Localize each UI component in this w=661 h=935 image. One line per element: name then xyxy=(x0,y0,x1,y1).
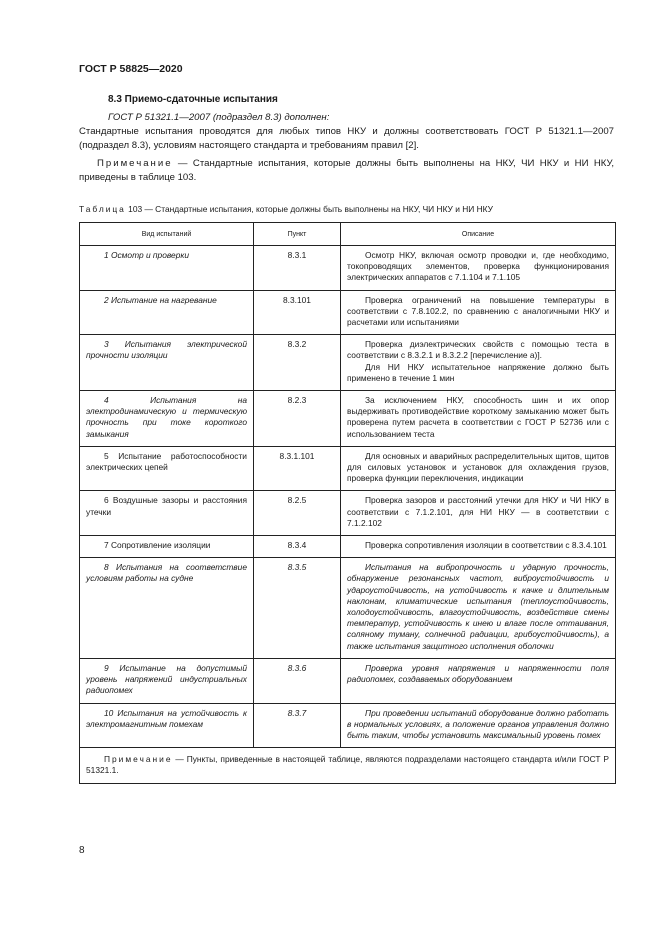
document-header: ГОСТ Р 58825—2020 xyxy=(79,63,183,75)
test-clause: 8.3.2 xyxy=(254,335,341,391)
test-clause: 8.3.4 xyxy=(254,536,341,558)
table-caption xyxy=(79,204,493,214)
table-note-row xyxy=(80,748,616,783)
test-name: 1 Осмотр и проверки xyxy=(80,246,254,291)
test-description: Испытания на вибропрочность и ударную прочность, обнаружение резонансных частот, виброустойчивость и удароустойчивость, на устойчивость к качке и длительным наклонам, климатические испытания (теплоустойчивость, холодоустойчивость, влагоустойчивость, воздействие смены температур, устойчивость к инею и влаге после оттаивания, соляному туману, солнечной радиации, грибоустойчивость), а также испытания защитного исполнения оболочки xyxy=(341,558,616,659)
test-name: 8 Испытания на соответствие условиям работы на судне xyxy=(80,558,254,659)
test-description: Проверка сопротивления изоляции в соответствии с 8.3.4.101 xyxy=(341,536,616,558)
test-name: 9 Испытание на допустимый уровень напряжений индустриальных радиопомех xyxy=(80,658,254,703)
test-clause: 8.3.1 xyxy=(254,246,341,291)
col-header-description: Описание xyxy=(341,223,616,246)
test-description: Проверка зазоров и расстояний утечки для НКУ и ЧИ НКУ в соответствии с 7.1.2.101, для НИ НКУ — в соответствии с 7.1.2.102 xyxy=(341,491,616,536)
test-description: Осмотр НКУ, включая осмотр проводки и, где необходимо, токопроводящих элементов, проверка функционирования электрических аппаратов с 7.1.104 и 7.1.105 xyxy=(341,246,616,291)
table-row xyxy=(80,658,616,703)
test-clause: 8.3.5 xyxy=(254,558,341,659)
test-description: При проведении испытаний оборудование должно работать в нормальных условиях, а положение органов управления должно быть таким, чтобы установить максимальный уровень помех xyxy=(341,703,616,748)
test-clause: 8.3.101 xyxy=(254,290,341,335)
test-name: 10 Испытания на устойчивость к электромагнитным помехам xyxy=(80,703,254,748)
table-row xyxy=(80,290,616,335)
table-row xyxy=(80,536,616,558)
section-title: 8.3 Приемо-сдаточные испытания xyxy=(108,94,278,105)
table-row xyxy=(80,246,616,291)
test-clause: 8.3.1.101 xyxy=(254,446,341,491)
note-label: Примечание xyxy=(97,158,173,169)
table-note-label: Примечание xyxy=(104,754,173,765)
test-name: 4 Испытания на электродинамическую и термическую прочность при токе короткого замыкания xyxy=(80,391,254,447)
paragraph-standard-tests: Стандартные испытания проводятся для любых типов НКУ и должны соответствовать ГОСТ Р 51321.1—2007 (подраздел 8.3), условиям настоящего стандарта и требованиям правил [2]. xyxy=(79,126,614,151)
table-header-row xyxy=(80,223,616,246)
table-note-text: — Пункты, приведенные в настоящей таблице, являются подразделами настоящего стандарта и/или ГОСТ Р 51321.1. xyxy=(86,754,609,776)
test-name: 3 Испытания электрической прочности изоляции xyxy=(80,335,254,391)
tests-table xyxy=(79,222,616,784)
note-text: — Стандартные испытания, которые должны быть выполнены на НКУ, ЧИ НКУ и НИ НКУ, приведены в таблице 103. xyxy=(79,158,614,183)
test-clause: 8.2.5 xyxy=(254,491,341,536)
table-row xyxy=(80,446,616,491)
table-row xyxy=(80,491,616,536)
page-number: 8 xyxy=(79,845,85,856)
table-row xyxy=(80,703,616,748)
col-header-clause: Пункт xyxy=(254,223,341,246)
caption-text: 103 — Стандартные испытания, которые должны быть выполнены на НКУ, ЧИ НКУ и НИ НКУ xyxy=(125,204,493,214)
caption-label: Таблица xyxy=(79,204,126,214)
col-header-test-type: Вид испытаний xyxy=(80,223,254,246)
test-description: Проверка диэлектрических свойств с помощью теста в соответствии с 8.3.2.1 и 8.3.2.2 [перечисление а)]. Для НИ НКУ испытательное напряжение должно быть применено в течение 1 мин xyxy=(341,335,616,391)
test-clause: 8.3.6 xyxy=(254,658,341,703)
table-row xyxy=(80,558,616,659)
test-description: Для основных и аварийных распределительных щитов, щитов для силовых установок и установок для охлаждения грузов, проверка функции переключения, индикации xyxy=(341,446,616,491)
test-description: Проверка ограничений на повышение температуры в соответствии с 7.8.102.2, по сравнению с аналогичными НКУ и расчетами или испытаниями xyxy=(341,290,616,335)
table-note xyxy=(80,748,616,783)
test-clause: 8.3.7 xyxy=(254,703,341,748)
test-name: 2 Испытание на нагревание xyxy=(80,290,254,335)
test-name: 5 Испытание работоспособности электрических цепей xyxy=(80,446,254,491)
test-description: За исключением НКУ, способность шин и их опор выдерживать противодействие короткому замыканию может быть проверена путем расчета в соответствии с ГОСТ Р 52736 или с использованием теста xyxy=(341,391,616,447)
table-row xyxy=(80,335,616,391)
test-name: 7 Сопротивление изоляции xyxy=(80,536,254,558)
test-name: 6 Воздушные зазоры и расстояния утечки xyxy=(80,491,254,536)
paragraph-amended: ГОСТ Р 51321.1—2007 (подраздел 8.3) дополнен: xyxy=(108,112,330,123)
test-clause: 8.2.3 xyxy=(254,391,341,447)
test-description: Проверка уровня напряжения и напряженности поля радиопомех, создаваемых оборудованием xyxy=(341,658,616,703)
note-paragraph xyxy=(79,157,614,185)
table-row xyxy=(80,391,616,447)
